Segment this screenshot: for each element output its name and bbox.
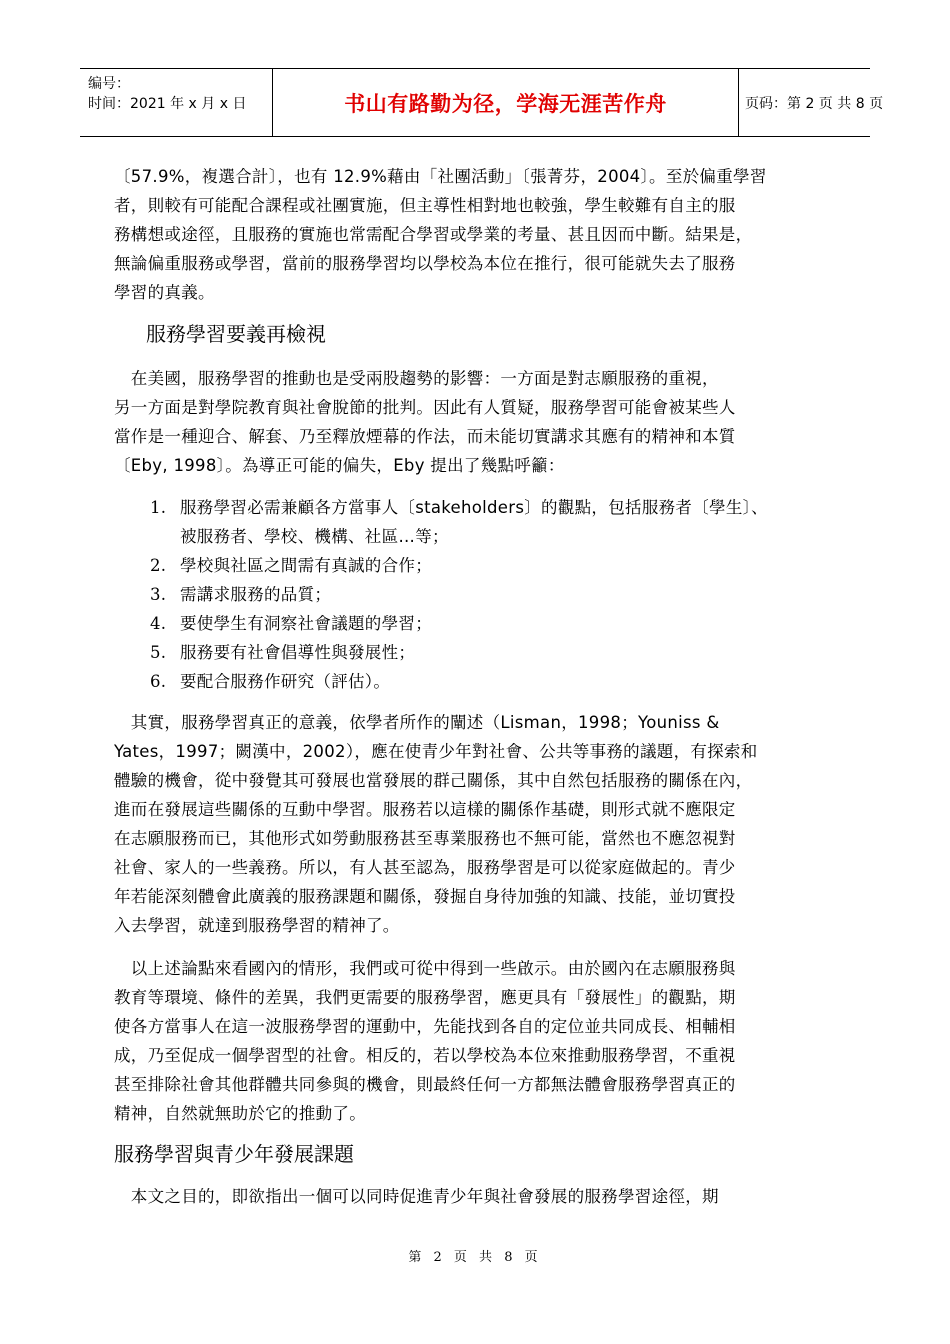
- list-item: [150, 494, 768, 518]
- paragraph-line: 成，乃至促成一個學習型的社會。相反的，若以學校為本位來推動服務學習，不重視: [114, 1046, 736, 1065]
- paragraph-line: 入去學習，就達到服務學習的精神了。: [114, 916, 400, 935]
- paragraph-line: 在志願服務而已，其他形式如勞動服務甚至專業服務也不無可能，當然也不應忽視對: [114, 829, 736, 848]
- section-heading-1: 服務學習要義再檢視: [146, 322, 326, 346]
- list-item-number: 6.: [150, 672, 167, 691]
- paragraph-line: 甚至排除社會其他群體共同參與的機會，則最終任何一方都無法體會服務學習真正的: [114, 1075, 736, 1094]
- list-item-text: 要使學生有洞察社會議題的學習；: [180, 614, 432, 633]
- paragraph-2: [114, 364, 834, 480]
- list-item-number: 4.: [150, 614, 167, 633]
- paragraph-line: 另一方面是對學院教育與社會脫節的批判。因此有人質疑，服務學習可能會被某些人: [114, 398, 736, 417]
- list-item-text: 服務學習必需兼顧各方當事人〔stakeholders〕的觀點，包括服務者〔學生〕、: [180, 498, 768, 517]
- page-footer: 第 2 页 共 8 页: [408, 1250, 542, 1265]
- list-item-text: 要配合服務作研究（評估）。: [180, 672, 391, 691]
- paragraph-line: 學習的真義。: [114, 283, 215, 302]
- list-item-number: 2.: [150, 556, 167, 575]
- paragraph-1: [114, 162, 834, 307]
- paragraph-line: 使各方當事人在這一波服務學習的運動中，先能找到各自的定位並共同成長、相輔相: [114, 1017, 736, 1036]
- list-item: [150, 581, 331, 605]
- paragraph-line: 本文之目的，即欲指出一個可以同時促進青少年與社會發展的服務學習途徑，期: [114, 1187, 719, 1206]
- paragraph-line: 務構想或途徑，且服務的實施也常需配合學習或學業的考量、甚且因而中斷。結果是，: [114, 225, 753, 244]
- list-item: [150, 552, 432, 576]
- paragraph-3: [114, 708, 834, 940]
- paragraph-line: 當作是一種迎合、解套、乃至釋放煙幕的作法，而未能切實講求其應有的精神和本質: [114, 427, 736, 446]
- paragraph-line: 精神，自然就無助於它的推動了。: [114, 1104, 366, 1123]
- paragraph-line: 在美國，服務學習的推動也是受兩股趨勢的影響：一方面是對志願服務的重視，: [114, 369, 719, 388]
- list-item: [150, 639, 415, 663]
- section-heading-2: 服務學習與青少年發展課題: [114, 1142, 354, 1166]
- list-item-text: 需講求服務的品質；: [180, 585, 332, 604]
- list-item-text: 學校與社區之間需有真誠的合作；: [180, 556, 432, 575]
- list-item: [150, 610, 432, 634]
- paragraph-line: 無論偏重服務或學習，當前的服務學習均以學校為本位在推行，很可能就失去了服務: [114, 254, 736, 273]
- paragraph-line: 其實，服務學習真正的意義，依學者所作的闡述（Lisman，1998；Youniss &: [114, 713, 720, 732]
- paragraph-line: 社會、家人的一些義務。所以，有人甚至認為，服務學習是可以從家庭做起的。青少: [114, 858, 736, 877]
- header-page-label: 页码：第 2 页 共 8 页: [745, 95, 884, 112]
- paragraph-line: 年若能深刻體會此廣義的服務課題和關係，發掘自身待加強的知識、技能，並切實投: [114, 887, 736, 906]
- paragraph-line: 〔Eby, 1998〕。為導正可能的偏失，Eby 提出了幾點呼籲：: [114, 456, 565, 475]
- paragraph-line: 教育等環境、條件的差異，我們更需要的服務學習，應更具有「發展性」的觀點，期: [114, 988, 736, 1007]
- list-item-text: 服務要有社會倡導性與發展性；: [180, 643, 416, 662]
- paragraph-line: 者，則較有可能配合課程或社團實施，但主導性相對地也較強，學生較難有自主的服: [114, 196, 736, 215]
- header-motto-cell: [273, 69, 739, 136]
- list-item: [150, 668, 390, 692]
- paragraph-line: 〔57.9%，複選合計〕，也有 12.9%藉由「社團活動」〔張菁芬，2004〕。至於偏重學習: [114, 167, 767, 186]
- header-number-label: 编号：: [88, 76, 130, 92]
- page-header: [80, 68, 884, 137]
- header-meta: [80, 69, 273, 136]
- paragraph-line: Yates，1997；闕漢中，2002），應在使青少年對社會、公共等事務的議題，有探索和: [114, 742, 758, 761]
- paragraph-4: [114, 954, 834, 1128]
- list-item-continuation: 被服務者、學校、機構、社區…等；: [180, 527, 449, 546]
- paragraph-5: [114, 1182, 834, 1211]
- header-motto: 书山有路勤为径，学海无涯苦作舟: [344, 91, 667, 116]
- paragraph-line: 以上述論點來看國內的情形，我們或可從中得到一些啟示。由於國內在志願服務與: [114, 959, 736, 978]
- paragraph-line: 進而在發展這些關係的互動中學習。服務若以這樣的關係作基礎，則形式就不應限定: [114, 800, 736, 819]
- list-item-number: 1.: [150, 498, 167, 517]
- paragraph-line: 體驗的機會，從中發覺其可發展也當發展的群己關係，其中自然包括服務的關係在內，: [114, 771, 753, 790]
- list-item-number: 3.: [150, 585, 167, 604]
- header-time-label: 时间：2021 年 x 月 x 日: [88, 96, 247, 112]
- list-item-number: 5.: [150, 643, 167, 662]
